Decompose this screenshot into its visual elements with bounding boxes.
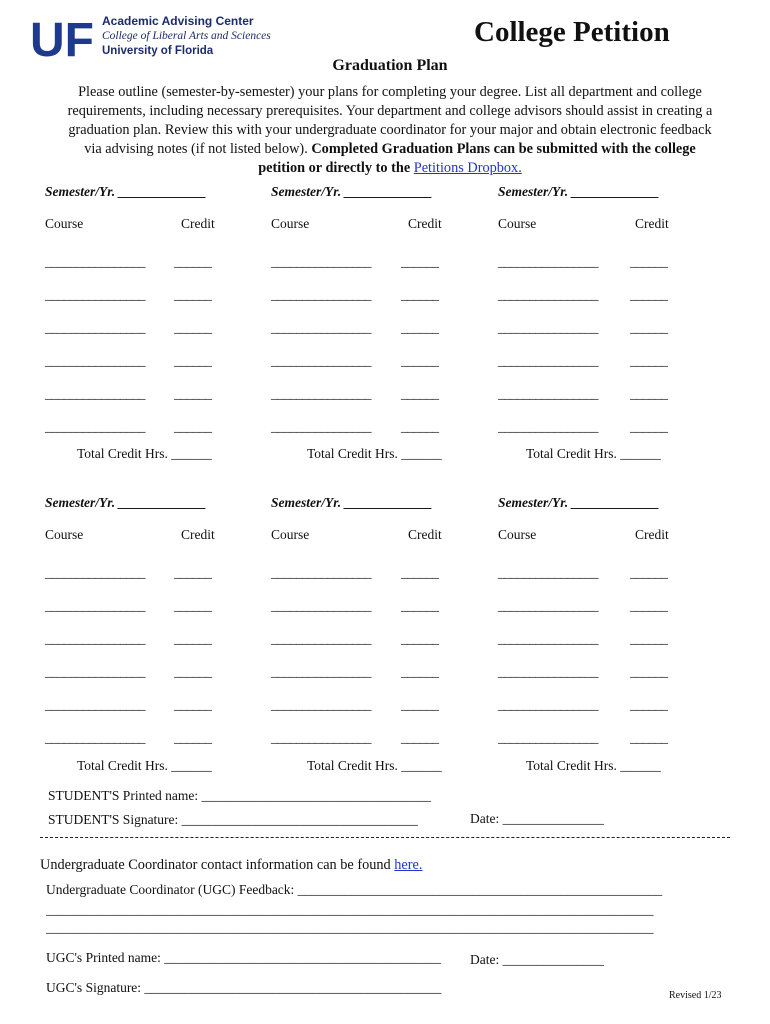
semester-2-course-line[interactable]: ________________	[271, 353, 371, 368]
semester-4-credit-line[interactable]: ______	[174, 664, 212, 679]
semester-5-course-line[interactable]: ________________	[271, 664, 371, 679]
student-date-field[interactable]: Date: _______________	[470, 811, 604, 826]
semester-6-credit-line[interactable]: ______	[630, 631, 668, 646]
ugc-contact-link[interactable]: here.	[394, 857, 423, 873]
semester-4-course-line[interactable]: ________________	[45, 565, 145, 580]
semester-5-course-line[interactable]: ________________	[271, 598, 371, 613]
form-title: College Petition	[474, 16, 670, 48]
semester-6-course-line[interactable]: ________________	[498, 598, 598, 613]
org-line-3: University of Florida	[102, 45, 214, 57]
semester-1-course-line[interactable]: ________________	[45, 254, 145, 269]
semester-2-credit-line[interactable]: ______	[401, 320, 439, 335]
semester-3-course-line[interactable]: ________________	[498, 386, 598, 401]
semester-3-total[interactable]: Total Credit Hrs. ______	[526, 446, 661, 461]
semester-5-credit-line[interactable]: ______	[401, 697, 439, 712]
semester-2-credit-line[interactable]: ______	[401, 419, 439, 434]
divider	[40, 837, 730, 838]
semester-4-total[interactable]: Total Credit Hrs. ______	[77, 758, 212, 773]
semester-6-course-line[interactable]: ________________	[498, 730, 598, 745]
semester-6-header[interactable]: Semester/Yr. _____________	[498, 495, 660, 510]
semester-1-course-line[interactable]: ________________	[45, 353, 145, 368]
semester-6-credit-label: Credit	[635, 527, 669, 542]
semester-6-course-line[interactable]: ________________	[498, 697, 598, 712]
semester-4-header[interactable]: Semester/Yr. _____________	[45, 495, 207, 510]
semester-2-course-line[interactable]: ________________	[271, 287, 371, 302]
intro-bold: Completed Graduation Plans can be submitted with the college petition or directly to the	[258, 141, 696, 176]
semester-3-course-line[interactable]: ________________	[498, 254, 598, 269]
semester-6-credit-line[interactable]: ______	[630, 598, 668, 613]
semester-1-credit-label: Credit	[181, 216, 215, 231]
ugc-printed-name-field[interactable]: UGC's Printed name: _________________________________________	[46, 950, 442, 965]
semester-6-credit-line[interactable]: ______	[630, 697, 668, 712]
student-signature-field[interactable]: STUDENT'S Signature: ___________________________________	[48, 812, 418, 827]
org-line-1: Academic Advising Center	[102, 14, 254, 28]
semester-6-course-line[interactable]: ________________	[498, 664, 598, 679]
semester-1-course-line[interactable]: ________________	[45, 320, 145, 335]
semester-3-credit-line[interactable]: ______	[630, 386, 668, 401]
semester-3-credit-line[interactable]: ______	[630, 353, 668, 368]
semester-3-course-line[interactable]: ________________	[498, 353, 598, 368]
semester-1-credit-line[interactable]: ______	[174, 419, 212, 434]
student-printed-name-field[interactable]: STUDENT'S Printed name: __________________________________	[48, 788, 432, 803]
semester-2-course-line[interactable]: ________________	[271, 254, 371, 269]
semester-4-credit-line[interactable]: ______	[174, 697, 212, 712]
ugc-contact	[40, 857, 422, 874]
semester-1-header[interactable]: Semester/Yr. _____________	[45, 184, 207, 199]
semester-4-credit-line[interactable]: ______	[174, 730, 212, 745]
semester-1-credit-line[interactable]: ______	[174, 254, 212, 269]
semester-5-credit-line[interactable]: ______	[401, 730, 439, 745]
ugc-feedback-line-2[interactable]: __________________________________________________________________________________________	[46, 920, 654, 935]
semester-4-credit-line[interactable]: ______	[174, 565, 212, 580]
semester-4-credit-line[interactable]: ______	[174, 598, 212, 613]
semester-2-course-line[interactable]: ________________	[271, 320, 371, 335]
intro-paragraph	[60, 83, 720, 178]
semester-1-total[interactable]: Total Credit Hrs. ______	[77, 446, 212, 461]
semester-5-credit-label: Credit	[408, 527, 442, 542]
semester-1-credit-line[interactable]: ______	[174, 353, 212, 368]
org-line-2: College of Liberal Arts and Sciences	[102, 30, 271, 42]
ugc-signature-field[interactable]: UGC's Signature: ____________________________________________	[46, 980, 442, 995]
semester-2-credit-label: Credit	[408, 216, 442, 231]
semester-5-course-line[interactable]: ________________	[271, 631, 371, 646]
semester-4-course-label: Course	[45, 527, 84, 542]
plan-title: Graduation Plan	[332, 57, 448, 74]
semester-6-total[interactable]: Total Credit Hrs. ______	[526, 758, 661, 773]
ugc-feedback-field[interactable]: Undergraduate Coordinator (UGC) Feedback: ______________________________________________________	[46, 882, 663, 897]
semester-1-credit-line[interactable]: ______	[174, 386, 212, 401]
semester-2-credit-line[interactable]: ______	[401, 287, 439, 302]
revised-note: Revised 1/23	[669, 990, 722, 1001]
semester-2-credit-line[interactable]: ______	[401, 254, 439, 269]
semester-5-header[interactable]: Semester/Yr. _____________	[271, 495, 433, 510]
semester-2-course-line[interactable]: ________________	[271, 419, 371, 434]
semester-2-course-line[interactable]: ________________	[271, 386, 371, 401]
semester-6-credit-line[interactable]: ______	[630, 730, 668, 745]
semester-1-credit-line[interactable]: ______	[174, 287, 212, 302]
semester-3-credit-line[interactable]: ______	[630, 287, 668, 302]
semester-6-credit-line[interactable]: ______	[630, 565, 668, 580]
semester-4-course-line[interactable]: ________________	[45, 697, 145, 712]
petitions-dropbox-link[interactable]: Petitions Dropbox.	[413, 160, 522, 176]
semester-3-credit-line[interactable]: ______	[630, 419, 668, 434]
semester-2-credit-line[interactable]: ______	[401, 353, 439, 368]
semester-5-credit-line[interactable]: ______	[401, 664, 439, 679]
semester-1-course-label: Course	[45, 216, 84, 231]
semester-2-credit-line[interactable]: ______	[401, 386, 439, 401]
semester-3-course-label: Course	[498, 216, 537, 231]
semester-5-course-line[interactable]: ________________	[271, 697, 371, 712]
ugc-date-field[interactable]: Date: _______________	[470, 952, 604, 967]
semester-2-course-label: Course	[271, 216, 310, 231]
semester-6-credit-line[interactable]: ______	[630, 664, 668, 679]
semester-1-course-line[interactable]: ________________	[45, 386, 145, 401]
semester-4-course-line[interactable]: ________________	[45, 598, 145, 613]
semester-5-credit-line[interactable]: ______	[401, 598, 439, 613]
semester-5-course-line[interactable]: ________________	[271, 730, 371, 745]
semester-5-course-line[interactable]: ________________	[271, 565, 371, 580]
semester-5-credit-line[interactable]: ______	[401, 565, 439, 580]
semester-6-course-line[interactable]: ________________	[498, 631, 598, 646]
intro-text: Please outline (semester-by-semester) your plans for completing your degree. List all department and college requirements, including necessary prerequisites. Your department and college advisors should assist in creating a graduation plan. Review this with your undergraduate coordinator for your major and obtain electronic feedback via advising notes (if not listed below).	[67, 84, 713, 157]
semester-1-course-line[interactable]: ________________	[45, 287, 145, 302]
semester-3-course-line[interactable]: ________________	[498, 419, 598, 434]
semester-4-course-line[interactable]: ________________	[45, 631, 145, 646]
semester-6-course-label: Course	[498, 527, 537, 542]
ugc-contact-text: Undergraduate Coordinator contact information can be found	[40, 857, 395, 873]
semester-6-course-line[interactable]: ________________	[498, 565, 598, 580]
semester-5-course-label: Course	[271, 527, 310, 542]
semester-3-credit-label: Credit	[635, 216, 669, 231]
semester-3-credit-line[interactable]: ______	[630, 320, 668, 335]
uf-logo	[30, 14, 94, 60]
semester-1-credit-line[interactable]: ______	[174, 320, 212, 335]
semester-4-course-line[interactable]: ________________	[45, 664, 145, 679]
semester-5-credit-line[interactable]: ______	[401, 631, 439, 646]
semester-3-course-line[interactable]: ________________	[498, 320, 598, 335]
semester-5-total[interactable]: Total Credit Hrs. ______	[307, 758, 442, 773]
semester-2-header[interactable]: Semester/Yr. _____________	[271, 184, 433, 199]
semester-1-course-line[interactable]: ________________	[45, 419, 145, 434]
semester-4-course-line[interactable]: ________________	[45, 730, 145, 745]
semester-3-header[interactable]: Semester/Yr. _____________	[498, 184, 660, 199]
semester-4-credit-line[interactable]: ______	[174, 631, 212, 646]
semester-4-credit-label: Credit	[181, 527, 215, 542]
ugc-feedback-line-1[interactable]: __________________________________________________________________________________________	[46, 902, 654, 917]
org-lines	[102, 14, 271, 59]
uf-logo-text: UF	[30, 14, 94, 60]
semester-2-total[interactable]: Total Credit Hrs. ______	[307, 446, 442, 461]
semester-3-credit-line[interactable]: ______	[630, 254, 668, 269]
semester-3-course-line[interactable]: ________________	[498, 287, 598, 302]
